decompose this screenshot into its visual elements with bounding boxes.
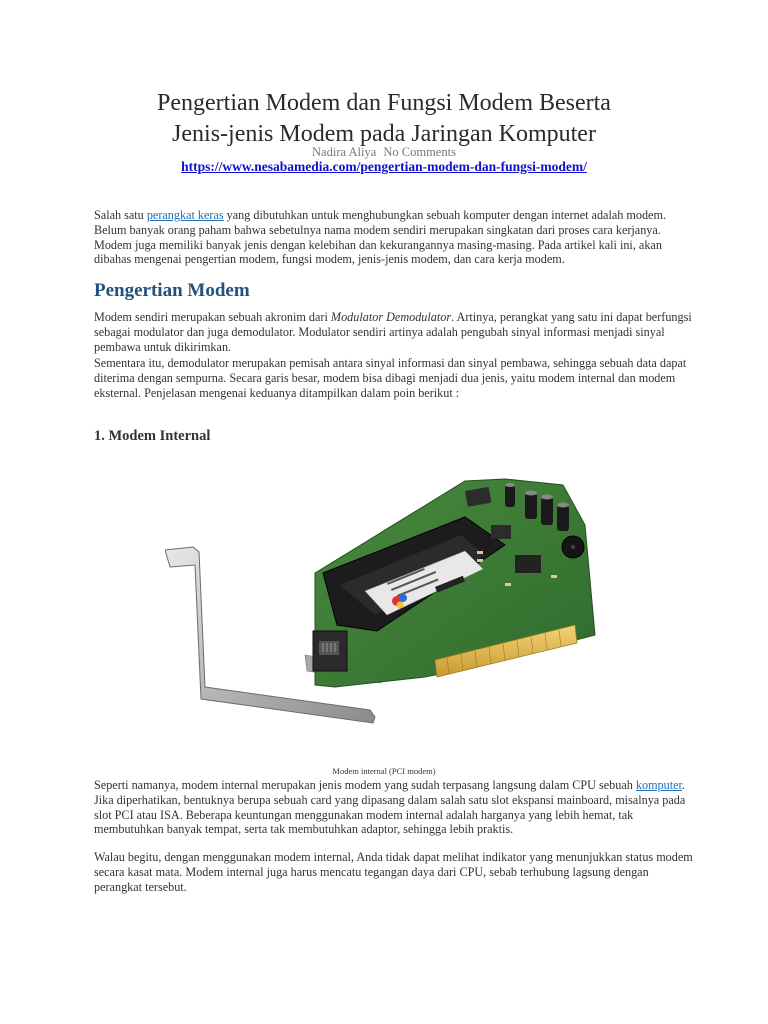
title-line-1: Pengertian Modem dan Fungsi Modem Beserta [157, 90, 611, 116]
internal-p1-rest: . Jika diperhatikan, bentuknya berupa sebuah card yang dipasang dalam salah satu slot ekspansi mainboard, misalnya pada slot PCI atau ISA. Beberapa keuntungan menggunakan modem internal adalah harganya yang lebih hemat, tak membutuhkan banyak tempat, serta tak membutuhkan adaptor, sehingga lebih praktis. [94, 778, 686, 837]
pengertian-p1-start: Modem sendiri merupakan sebuah akronim dari [94, 310, 331, 324]
intro-paragraph [94, 208, 694, 267]
comments-count[interactable]: No Comments [383, 145, 456, 159]
heading-modem-internal: 1. Modem Internal [94, 428, 211, 444]
intro-text-rest: yang dibutuhkan untuk menghubungkan sebuah komputer dengan internet adalah modem. Belum banyak orang paham bahwa sebetulnya nama modem sendiri merupakan singkatan dari proses cara kerjanya. Modem juga memiliki banyak jenis dengan kelebihan dan kekurangannya masing-masing. Pada artikel kali ini, akan dibahas mengenai pengertian modem, fungsi modem, jenis-jenis modem, dan cara kerja modem. [94, 208, 666, 267]
heading-pengertian-modem: Pengertian Modem [94, 280, 250, 301]
perangkat-keras-link[interactable]: perangkat keras [146, 208, 224, 222]
komputer-link[interactable]: komputer [635, 778, 682, 792]
source-url-link[interactable]: https://www.nesabamedia.com/pengertian-modem-dan-fungsi-modem/ [181, 159, 587, 174]
article-title [60, 88, 708, 150]
title-line-2: Jenis-jenis Modem pada Jaringan Komputer [172, 121, 596, 147]
pci-modem-illustration [165, 455, 605, 755]
pci-modem-image [165, 455, 605, 755]
figure-caption: Modem internal (PCI modem) [332, 766, 436, 776]
pengertian-paragraph-1 [94, 310, 694, 354]
internal-p1-start: Seperti namanya, modem internal merupakan jenis modem yang sudah terpasang langsung dalam CPU sebuah [94, 778, 636, 792]
internal-paragraph-2: Walau begitu, dengan menggunakan modem internal, Anda tidak dapat melihat indikator yang menunjukkan status modem secara kasat mata. Modem internal juga harus mencatu tegangan daya dari CPU, sebab terhubung lagsung dengan perangkat tersebut. [94, 850, 693, 894]
article-meta [0, 145, 768, 160]
pengertian-paragraph-2: Sementara itu, demodulator merupakan pemisah antara sinyal informasi dan sinyal pembawa, sehingga sebuah data dapat diterima dengan sempurna. Secara garis besar, modem bisa dibagi menjadi dua jenis, yaitu modem internal dan modem eksternal. Penjelasan mengenai keduanya ditampilkan dalam poin berikut : [94, 356, 687, 400]
internal-paragraph-1 [94, 778, 694, 837]
intro-text-start: Salah satu [94, 208, 147, 222]
pengertian-p1-rest: . Artinya, perangkat yang satu ini dapat berfungsi sebagai modulator dan juga demodulator. Modulator sendiri artinya adalah pengubah sinyal informasi menjadi sinyal pembawa untuk dikirimkan. [94, 310, 692, 354]
modulator-demodulator-term: Modulator Demodulator [330, 310, 452, 324]
author-name[interactable]: Nadira Aliya [312, 145, 377, 159]
